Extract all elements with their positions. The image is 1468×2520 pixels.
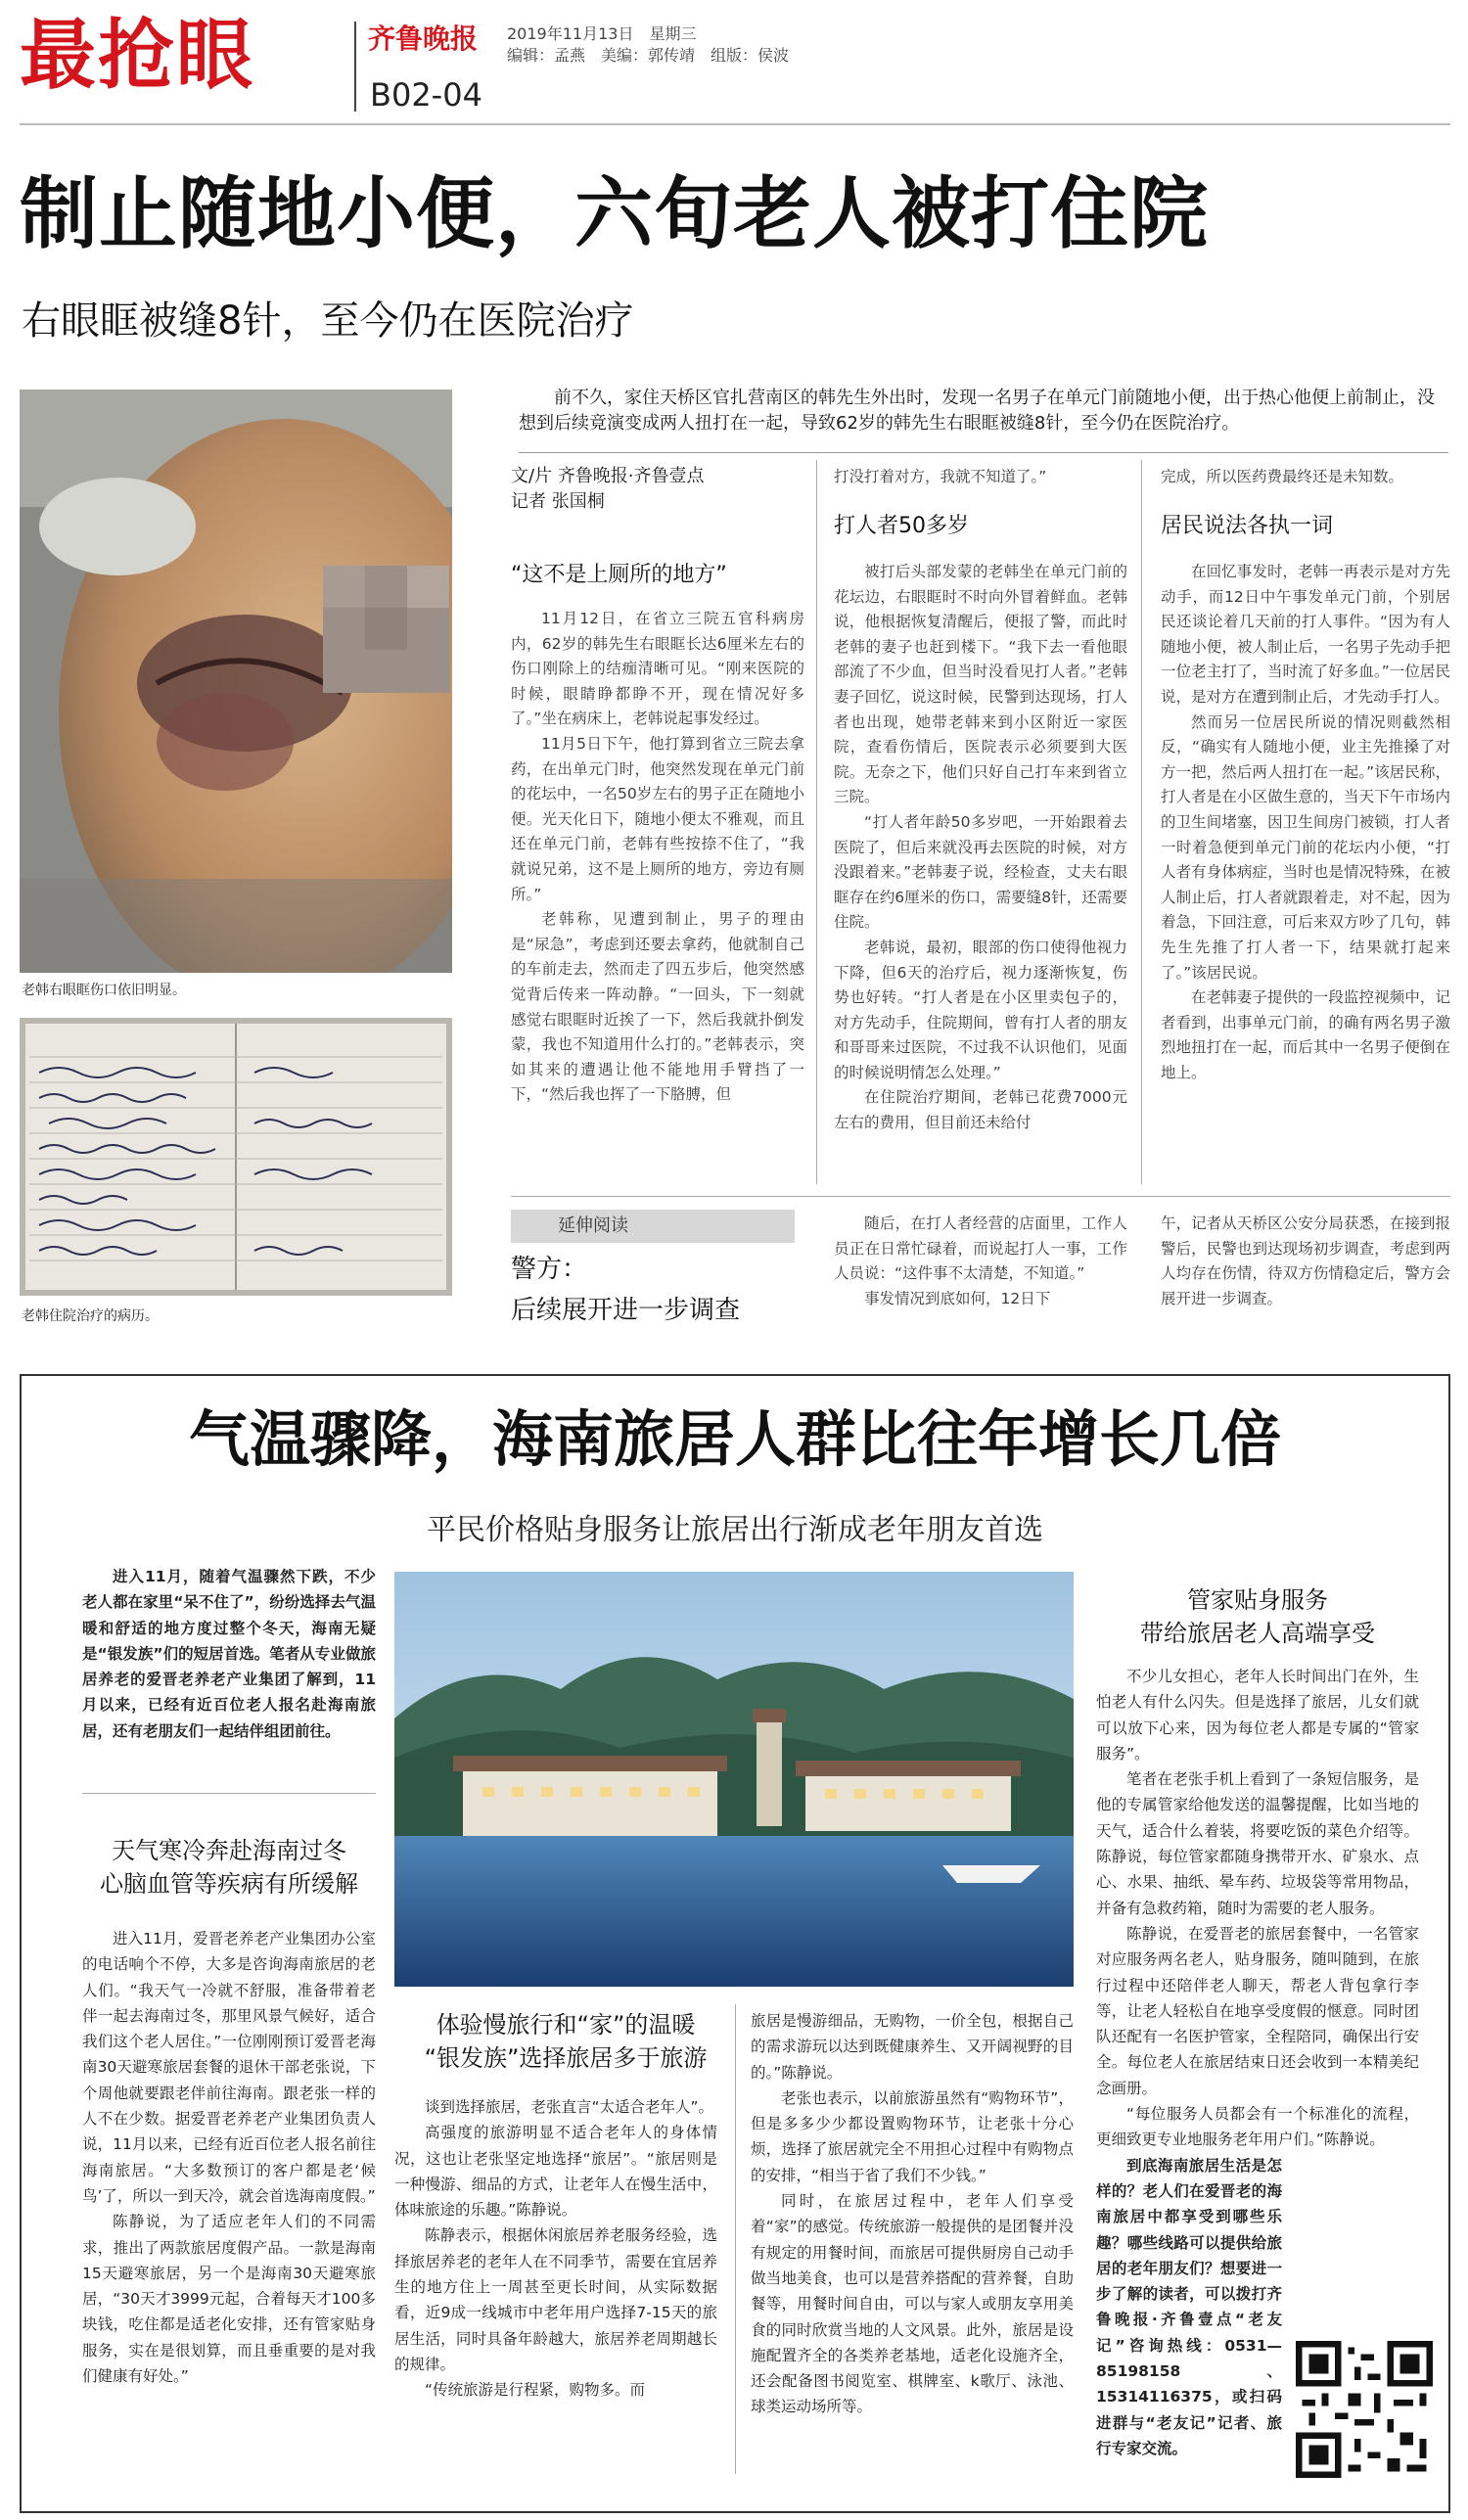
police-heading: 警方： <box>511 1255 588 1284</box>
paragraph: 陈静说，在爱晋老的旅居套餐中，一名管家对应服务两名老人，贴身服务，随叫随到，在旅行过程中还陪伴老人聊天，帮老人背包拿行李等，让老人轻松自在地享受度假的惬意。同时团队还配有一名医护管家，全程陪同，确保出行安全。每位老人在旅居结束日还会收到一本精美纪念画册。 <box>1096 1924 1419 2097</box>
section-divider <box>511 1196 1450 1197</box>
paragraph: 老韩说，最初，眼部的伤口使得他视力下降，但6天的治疗后，视力逐渐恢复，伤势也好转。“打人者是在小区里卖包子的，对方先动手，住院期间，曾有打人者的朋友和哥哥来过医院，不过我不认识他们，见面的时候说明情怎么处理。” <box>834 938 1127 1081</box>
paragraph: 在住院治疗期间，老韩已花费7000元左右的费用，但目前还未给付 <box>834 1088 1127 1132</box>
section-divider <box>82 1793 376 1794</box>
story2-mid-column-2 <box>751 2008 1074 2420</box>
story1-column-2 <box>834 560 1127 1136</box>
story2-subheadline: 平民价格贴身服务让旅居出行渐成老年朋友首选 <box>427 1513 1043 1547</box>
paragraph: 谈到选择旅居，老张直言“太适合老年人”。 <box>425 2098 714 2116</box>
editors-credit: 编辑：孟燕 美编：郭传靖 组版：侯波 <box>507 46 790 65</box>
story1-lead: 前不久，家住天桥区官扎营南区的韩先生外出时，发现一名男子在单元门前随地小便，出于热心他便上前制止，没想到后续竟演变成两人扭打在一起，导致62岁的韩先生右眼眶被缝8针，至今仍在医院治疗。 <box>519 388 1435 434</box>
paragraph: 进入11月，随着气温骤然下跌，不少老人都在家里“呆不住了”，纷纷选择去气温暖和舒适的地方度过整个冬天，海南无疑是“银发族”们的短居首选。笔者从专业做旅居养老的爱晋老养老产业集团了解到，11月以来，已经有近百位老人报名赴海南旅居，还有老朋友们一起结伴组团前往。 <box>82 1568 376 1740</box>
story1-column-3 <box>1161 560 1450 1085</box>
column-divider <box>816 460 817 1184</box>
paragraph: 在老韩妻子提供的一段监控视频中，记者看到，出事单元门前，的确有两名男子激烈地扭打在一起，而后其中一名男子便倒在地上。 <box>1161 988 1450 1081</box>
lead-rule <box>519 452 1448 453</box>
extended-reading-label: 延伸阅读 <box>511 1210 795 1243</box>
continuation-line: 打没打着对方，我就不知道了。” <box>834 468 1047 485</box>
paragraph: 笔者在老张手机上看到了一条短信服务，是他的专属管家给他发送的温馨提醒，比如当地的天气，适合什么着装，将要吃饭的菜色介绍等。陈静说，每位管家都随身携带开水、矿泉水、点心、水果、抽纸、晕车药、垃圾袋等常用物品，并备有急救药箱，随时为需要的老人服务。 <box>1096 1770 1419 1917</box>
section-title: 最抢眼 <box>20 12 255 100</box>
paragraph: 11月5日下午，他打算到省立三院去拿药，在出单元门时，他突然发现在单元门前的花坛中，一名50岁左右的男子正在随地小便。光天化日下，随地小便太不雅观，而且还在单元门前，老韩有些按捺不住了，“我就说兄弟，这不是上厕所的地方，旁边有厕所。” <box>511 734 804 903</box>
story1-subheadline: 右眼眶被缝8针，至今仍在医院治疗 <box>22 298 634 344</box>
qr-code-icon[interactable] <box>1296 2341 1433 2478</box>
story2-intro <box>82 1564 376 1744</box>
photo1-caption: 老韩右眼眶伤口依旧明显。 <box>22 983 186 998</box>
paragraph: “打人者年龄50多岁吧，一开始跟着去医院了，但后来就没再去医院的时候，对方没跟着来。”老韩妻子说，经检查，丈夫右眼眶存在约6厘米的伤口，需要缝8针，还需要住院。 <box>834 812 1127 932</box>
extended-col-mid <box>834 1212 1127 1311</box>
story2-headline: 气温骤降，海南旅居人群比往年增长几倍 <box>188 1403 1281 1475</box>
byline-label: 记者 <box>511 491 546 512</box>
paragraph: 高强度的旅游明显不适合老年人的身体情况，这也让老张坚定地选择“旅居”。“旅居则是一种慢游、细品的方式，让老年人在慢生活中，体味旅途的乐趣。”陈静说。 <box>394 2124 717 2220</box>
story1-column-1 <box>511 607 804 1108</box>
paragraph: 被打后头部发蒙的老韩坐在单元门前的花坛边，右眼眶时不时向外冒着鲜血。老韩说，他根据恢复清醒后，便报了警，而此时老韩的妻子也赶到楼下。“我下去一看他眼部流了不少血，但当时没看见打人者。”老韩妻子回忆，说这时候，民警到达现场，打人者也出现，她带老韩来到小区附近一家医院，查看伤情后，医院表示必须要到大医院。无奈之下，他们只好自己打车来到省立三院。 <box>834 563 1127 806</box>
mid-subhead: 体验慢旅行和“家”的温暖 “银发族”选择旅居多于旅游 <box>424 2011 708 2072</box>
column-divider <box>735 2004 736 2474</box>
section-heading: “这不是上厕所的地方” <box>511 563 727 587</box>
paragraph: “传统旅游是行程紧，购物多。而 <box>425 2381 646 2400</box>
paragraph: 老韩称，见遭到制止，男子的理由是“尿急”，考虑到还要去拿药，他就制自己的车前走去，然而走了四五步后，他突然感觉背后传来一阵动静。“一回头，下一刻就感觉右眼眶时近挨了一下，然后我就扑倒发蒙，我也不知道用什么打的。”老韩表示，突如其来的遭遇让他不能地用手臂挡了一下，“然后我也挥了一下胳膊，但 <box>511 910 804 1104</box>
story2-mid-column-1 <box>394 2094 717 2404</box>
paragraph: 到底海南旅居生活是怎样的？老人们在爱晋老的海南旅居中都享受到哪些乐趣？哪些线路可以提供给旅居的老年朋友们？想要进一步了解的读者，可以拨打齐鲁晚报·齐鲁壹点“老友记”咨询热线：0531—85198158、15314116375，或扫码进群与“老友记”记者、旅行专家交流。 <box>1096 2156 1282 2457</box>
paragraph: 同时，在旅居过程中，老年人们享受着“家”的感觉。传统旅游一般提供的是团餐并没有规定的用餐时间，而旅居可提供厨房自己动手做当地美食，也可以是营养搭配的营养餐，自助餐等，用餐时间自由，可以与家人或朋友享用美食的同时欣赏当地的人文风景。此外，旅居是设施配置齐全的各类养老基地，适老化设施齐全，还会配备图书阅览室、棋牌室、k歌厅、泳池、球类运动场所等。 <box>751 2192 1074 2416</box>
column-divider <box>1141 460 1142 1184</box>
photo2-caption: 老韩住院治疗的病历。 <box>22 1308 159 1324</box>
paragraph: 事发情况到底如何，12日下 <box>864 1289 1051 1307</box>
continuation-line: 完成，所以医药费最终还是未知数。 <box>1161 468 1404 485</box>
extended-col-right <box>1161 1212 1450 1311</box>
resort-photo <box>394 1572 1074 1987</box>
byline-text <box>511 464 705 489</box>
paragraph: 然而另一位居民所说的情况则截然相反，“确实有人随地小便，业主先推搡了对方一把，然后两人扭打在一起。”该居民称，打人者是在小区做生意的，当天下午市场内的卫生间堵塞，因卫生间房门被锁，打人者一时着急便到单元门前的花坛内小便，“打人者有身体病症，当时也是情况特殊，在被人制止后，打人者就跟着走，对不起，因为着急，下回注意，可后来双方吵了几句，韩先生先推了打人者一下，结果就打起来了。”该居民说。 <box>1161 712 1450 982</box>
left-subhead: 天气寒冷奔赴海南过冬 心脑血管等疾病有所缓解 <box>100 1837 358 1898</box>
byline-label: 文/片 <box>511 466 553 486</box>
paragraph: 陈静说，为了适应老年人们的不同需求，推出了两款旅居度假产品。一款是海南15天避寒旅居，另一个是海南30天避寒旅居，“30天才3999元起，合着每天才100多块钱，吃住都是适老化安排，还有管家贴身服务，实在是很划算，而且垂重要的是对我们健康有好处。” <box>82 2213 376 2386</box>
paragraph: 旅居是慢游细品，无购物，一价全包，根据自己的需求游玩以达到既健康养生、又开阔视野的目的。”陈静说。 <box>751 2012 1074 2082</box>
byline-value: 齐鲁晚报·齐鲁壹点 <box>557 466 705 486</box>
right-subhead: 管家贴身服务 带给旅居老人高端享受 <box>1140 1586 1375 1647</box>
page-number: B02-04 <box>370 76 482 114</box>
byline-value: 张国桐 <box>551 491 605 512</box>
paragraph: 进入11月，爱晋老养老产业集团办公室的电话响个不停，大多是咨询海南旅居的老人们。“我天气一冷就不舒服，准备带着老伴一起去海南过冬，那里风景气候好，适合我们这个老人居住。”一位刚刚预订爱晋老海南30天避寒旅居套餐的退休干部老张说，下个周他就要跟老伴前往海南。跟老张一样的人不在少数。据爱晋老养老产业集团负责人说，11月以来，已经有近百位老人报名前往海南旅居。“大多数预订的客户都是老‘候鸟’了，所以一到天冷，就会首选海南度假。” <box>82 1930 376 2205</box>
issue-date: 2019年11月13日 星期三 <box>507 24 697 43</box>
medical-record-photo <box>20 1018 452 1296</box>
story1-headline: 制止随地小便，六旬老人被打住院 <box>20 167 1209 259</box>
paragraph: 在回忆事发时，老韩一再表示是对方先动手，而12日中午事发单元门前，个别居民还谈论着几天前的打人事件。“因为有人随地小便，被人制止后，一名男子先动手把一位老主打了，当时流了好多血。”一位居民说，是对方在遭到制止后，才先动手打人。 <box>1161 563 1450 706</box>
section-heading: 打人者50多岁 <box>834 514 969 538</box>
paragraph: 11月12日，在省立三院五官科病房内，62岁的韩先生右眼眶长达6厘米左右的伤口刚除上的结痂清晰可见。“刚来医院的时候，眼睛睁都睁不开，现在情况好多了。”坐在病床上，老韩说起事发经过。 <box>511 610 804 728</box>
newspaper-logo: 齐鲁晚报 <box>368 23 479 55</box>
story2-left-column <box>82 1926 376 2389</box>
masthead-divider <box>354 22 356 112</box>
paragraph: 随后，在打人者经营的店面里，工作人员正在日常忙碌着，而说起打人一事，工作人员说：“这件事不太清楚，不知道。” <box>834 1214 1127 1283</box>
paragraph: 午，记者从天桥区公安分局获悉，在接到报警后，民警也到达现场初步调查，考虑到两人均存在伤情，待双方伤情稳定后，警方会展开进一步调查。 <box>1161 1214 1450 1307</box>
masthead-rule <box>20 123 1450 125</box>
section-heading: 居民说法各执一词 <box>1161 514 1334 538</box>
byline-reporter <box>511 489 605 515</box>
injury-photo <box>20 389 452 973</box>
paragraph: 不少儿女担心，老年人长时间出门在外，生怕老人有什么闪失。但是选择了旅居，儿女们就可以放下心来，因为每位老人都是专属的“管家服务”。 <box>1096 1668 1419 1763</box>
paragraph: 老张也表示，以前旅游虽然有“购物环节”，但是多多少少都设置购物环节，让老张十分心烦，选择了旅居就完全不用担心过程中有购物点的安排，“相当于省了我们不少钱。” <box>751 2088 1074 2184</box>
paragraph: “每位服务人员都会有一个标准化的流程，更细致更专业地服务老年用户们。”陈静说。 <box>1096 2105 1419 2149</box>
police-subheading: 后续展开进一步调查 <box>511 1296 741 1325</box>
paragraph: 陈静表示，根据休闲旅居养老服务经验，选择旅居养老的老年人在不同季节，需要在宜居养生的地方住上一周甚至更长时间，从实际数据看，近9成一线城市中老年用户选择7-15天的旅居生活，同时具备年龄越大，旅居养老周期越长的规律。 <box>394 2226 717 2373</box>
